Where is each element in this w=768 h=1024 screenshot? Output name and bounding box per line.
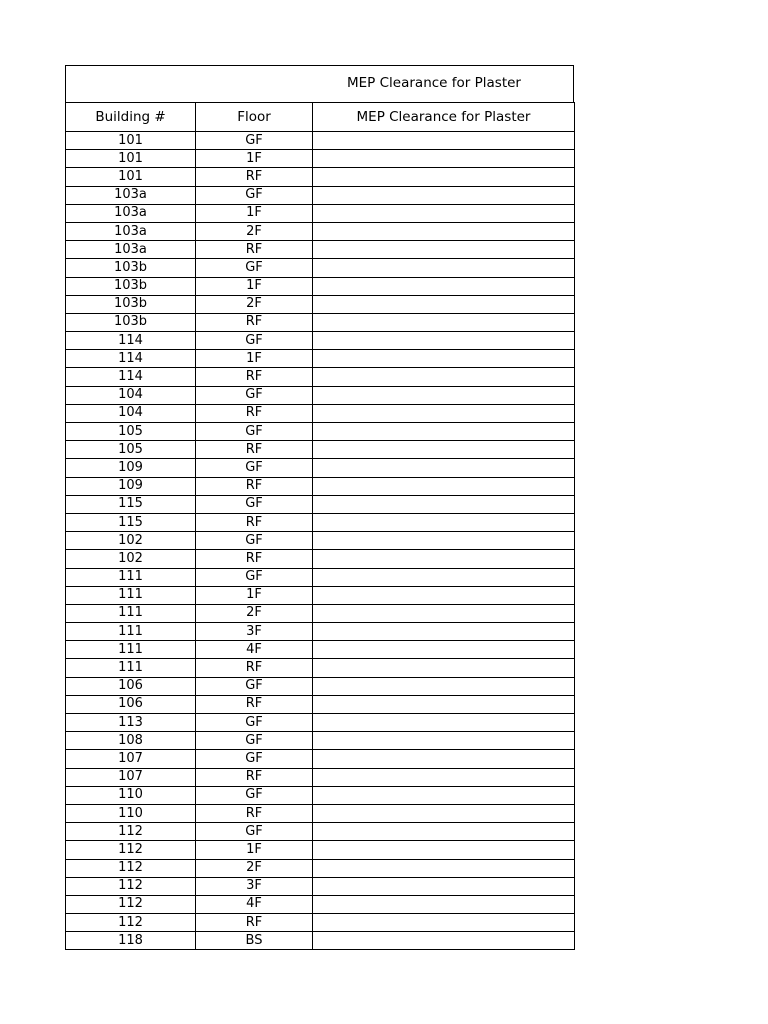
table-row	[66, 768, 575, 786]
building-cell: 105	[66, 441, 196, 459]
floor-cell: RF	[196, 513, 313, 531]
table-row	[66, 513, 575, 531]
floor-cell: GF	[196, 677, 313, 695]
table-row	[66, 786, 575, 804]
table-row	[66, 841, 575, 859]
building-cell: 109	[66, 459, 196, 477]
building-cell: 114	[66, 332, 196, 350]
floor-cell: GF	[196, 750, 313, 768]
building-cell: 114	[66, 368, 196, 386]
floor-cell: GF	[196, 386, 313, 404]
mep-clearance-cell[interactable]	[313, 332, 575, 350]
building-cell: 105	[66, 423, 196, 441]
mep-clearance-cell[interactable]	[313, 441, 575, 459]
table-row	[66, 695, 575, 713]
mep-clearance-cell[interactable]	[313, 222, 575, 240]
mep-clearance-cell[interactable]	[313, 604, 575, 622]
floor-cell: GF	[196, 495, 313, 513]
building-cell: 111	[66, 586, 196, 604]
building-cell: 104	[66, 386, 196, 404]
sheet-title: MEP Clearance for Plaster	[347, 75, 521, 91]
building-cell: 109	[66, 477, 196, 495]
building-cell: 112	[66, 859, 196, 877]
mep-clearance-cell[interactable]	[313, 168, 575, 186]
table-row	[66, 404, 575, 422]
mep-clearance-cell[interactable]	[313, 386, 575, 404]
mep-clearance-cell[interactable]	[313, 732, 575, 750]
floor-cell: RF	[196, 477, 313, 495]
clearance-sheet	[65, 65, 574, 950]
table-row	[66, 877, 575, 895]
floor-cell: RF	[196, 241, 313, 259]
mep-clearance-cell[interactable]	[313, 204, 575, 222]
floor-cell: RF	[196, 313, 313, 331]
floor-cell: 1F	[196, 277, 313, 295]
mep-clearance-cell[interactable]	[313, 477, 575, 495]
mep-clearance-cell[interactable]	[313, 423, 575, 441]
column-header-building: Building #	[66, 103, 196, 132]
mep-clearance-cell[interactable]	[313, 877, 575, 895]
table-row	[66, 222, 575, 240]
clearance-table	[65, 102, 575, 950]
building-cell: 103a	[66, 186, 196, 204]
building-cell: 110	[66, 786, 196, 804]
mep-clearance-cell[interactable]	[313, 404, 575, 422]
table-row	[66, 804, 575, 822]
floor-cell: 3F	[196, 877, 313, 895]
mep-clearance-cell[interactable]	[313, 568, 575, 586]
building-cell: 113	[66, 714, 196, 732]
table-row	[66, 277, 575, 295]
floor-cell: 2F	[196, 604, 313, 622]
column-header-mep-clearance: MEP Clearance for Plaster	[313, 103, 575, 132]
building-cell: 102	[66, 532, 196, 550]
table-row	[66, 350, 575, 368]
floor-cell: RF	[196, 168, 313, 186]
table-row	[66, 914, 575, 932]
building-cell: 112	[66, 841, 196, 859]
table-row	[66, 641, 575, 659]
building-cell: 112	[66, 895, 196, 913]
mep-clearance-cell[interactable]	[313, 623, 575, 641]
building-cell: 108	[66, 732, 196, 750]
table-row	[66, 259, 575, 277]
table-row	[66, 677, 575, 695]
table-row	[66, 204, 575, 222]
building-cell: 103b	[66, 313, 196, 331]
table-row	[66, 423, 575, 441]
table-row	[66, 313, 575, 331]
mep-clearance-cell[interactable]	[313, 550, 575, 568]
building-cell: 111	[66, 568, 196, 586]
floor-cell: GF	[196, 423, 313, 441]
table-row	[66, 532, 575, 550]
mep-clearance-cell[interactable]	[313, 932, 575, 950]
mep-clearance-cell[interactable]	[313, 804, 575, 822]
table-row	[66, 823, 575, 841]
floor-cell: 2F	[196, 859, 313, 877]
table-row	[66, 386, 575, 404]
table-row	[66, 586, 575, 604]
floor-cell: 4F	[196, 895, 313, 913]
building-cell: 110	[66, 804, 196, 822]
mep-clearance-cell[interactable]	[313, 786, 575, 804]
building-cell: 104	[66, 404, 196, 422]
floor-cell: 1F	[196, 586, 313, 604]
table-row	[66, 932, 575, 950]
building-cell: 103a	[66, 204, 196, 222]
floor-cell: GF	[196, 823, 313, 841]
floor-cell: RF	[196, 768, 313, 786]
building-cell: 111	[66, 604, 196, 622]
floor-cell: 1F	[196, 204, 313, 222]
mep-clearance-cell[interactable]	[313, 586, 575, 604]
building-cell: 115	[66, 513, 196, 531]
floor-cell: GF	[196, 259, 313, 277]
mep-clearance-cell[interactable]	[313, 295, 575, 313]
floor-cell: RF	[196, 550, 313, 568]
table-row	[66, 368, 575, 386]
building-cell: 111	[66, 659, 196, 677]
floor-cell: GF	[196, 332, 313, 350]
table-row	[66, 241, 575, 259]
floor-cell: 2F	[196, 295, 313, 313]
table-row	[66, 295, 575, 313]
building-cell: 101	[66, 168, 196, 186]
building-cell: 112	[66, 914, 196, 932]
table-row	[66, 168, 575, 186]
building-cell: 106	[66, 677, 196, 695]
table-row	[66, 459, 575, 477]
building-cell: 103b	[66, 295, 196, 313]
table-row	[66, 477, 575, 495]
building-cell: 112	[66, 823, 196, 841]
table-row	[66, 332, 575, 350]
sheet-title-row	[65, 65, 574, 102]
mep-clearance-cell[interactable]	[313, 132, 575, 150]
column-header-floor: Floor	[196, 103, 313, 132]
building-cell: 111	[66, 623, 196, 641]
mep-clearance-cell[interactable]	[313, 532, 575, 550]
building-cell: 102	[66, 550, 196, 568]
building-cell: 112	[66, 877, 196, 895]
building-cell: 107	[66, 768, 196, 786]
floor-cell: RF	[196, 441, 313, 459]
mep-clearance-cell[interactable]	[313, 914, 575, 932]
floor-cell: 3F	[196, 623, 313, 641]
table-body	[66, 132, 575, 950]
floor-cell: GF	[196, 786, 313, 804]
building-cell: 107	[66, 750, 196, 768]
building-cell: 101	[66, 132, 196, 150]
floor-cell: 1F	[196, 841, 313, 859]
floor-cell: GF	[196, 132, 313, 150]
mep-clearance-cell[interactable]	[313, 513, 575, 531]
building-cell: 111	[66, 641, 196, 659]
floor-cell: RF	[196, 804, 313, 822]
mep-clearance-cell[interactable]	[313, 495, 575, 513]
floor-cell: RF	[196, 404, 313, 422]
table-row	[66, 150, 575, 168]
table-row	[66, 895, 575, 913]
building-cell: 106	[66, 695, 196, 713]
table-row	[66, 604, 575, 622]
floor-cell: BS	[196, 932, 313, 950]
floor-cell: RF	[196, 695, 313, 713]
building-cell: 103a	[66, 241, 196, 259]
mep-clearance-cell[interactable]	[313, 823, 575, 841]
building-cell: 103b	[66, 259, 196, 277]
mep-clearance-cell[interactable]	[313, 459, 575, 477]
floor-cell: GF	[196, 532, 313, 550]
mep-clearance-cell[interactable]	[313, 714, 575, 732]
floor-cell: GF	[196, 714, 313, 732]
building-cell: 101	[66, 150, 196, 168]
mep-clearance-cell[interactable]	[313, 768, 575, 786]
mep-clearance-cell[interactable]	[313, 150, 575, 168]
mep-clearance-cell[interactable]	[313, 241, 575, 259]
floor-cell: 1F	[196, 350, 313, 368]
floor-cell: RF	[196, 368, 313, 386]
table-row	[66, 550, 575, 568]
floor-cell: GF	[196, 186, 313, 204]
floor-cell: GF	[196, 732, 313, 750]
table-row	[66, 714, 575, 732]
table-row	[66, 750, 575, 768]
mep-clearance-cell[interactable]	[313, 277, 575, 295]
mep-clearance-cell[interactable]	[313, 368, 575, 386]
building-cell: 114	[66, 350, 196, 368]
mep-clearance-cell[interactable]	[313, 677, 575, 695]
floor-cell: RF	[196, 914, 313, 932]
building-cell: 115	[66, 495, 196, 513]
building-cell: 103a	[66, 222, 196, 240]
table-row	[66, 132, 575, 150]
floor-cell: RF	[196, 659, 313, 677]
mep-clearance-cell[interactable]	[313, 350, 575, 368]
building-cell: 103b	[66, 277, 196, 295]
floor-cell: GF	[196, 459, 313, 477]
mep-clearance-cell[interactable]	[313, 750, 575, 768]
table-row	[66, 495, 575, 513]
table-row	[66, 186, 575, 204]
header-row	[66, 103, 575, 132]
floor-cell: 4F	[196, 641, 313, 659]
mep-clearance-cell[interactable]	[313, 313, 575, 331]
mep-clearance-cell[interactable]	[313, 841, 575, 859]
table-row	[66, 859, 575, 877]
mep-clearance-cell[interactable]	[313, 659, 575, 677]
mep-clearance-cell[interactable]	[313, 859, 575, 877]
table-row	[66, 659, 575, 677]
mep-clearance-cell[interactable]	[313, 641, 575, 659]
table-row	[66, 568, 575, 586]
mep-clearance-cell[interactable]	[313, 895, 575, 913]
table-row	[66, 623, 575, 641]
mep-clearance-cell[interactable]	[313, 695, 575, 713]
table-row	[66, 732, 575, 750]
mep-clearance-cell[interactable]	[313, 259, 575, 277]
floor-cell: 2F	[196, 222, 313, 240]
floor-cell: 1F	[196, 150, 313, 168]
floor-cell: GF	[196, 568, 313, 586]
table-row	[66, 441, 575, 459]
building-cell: 118	[66, 932, 196, 950]
mep-clearance-cell[interactable]	[313, 186, 575, 204]
